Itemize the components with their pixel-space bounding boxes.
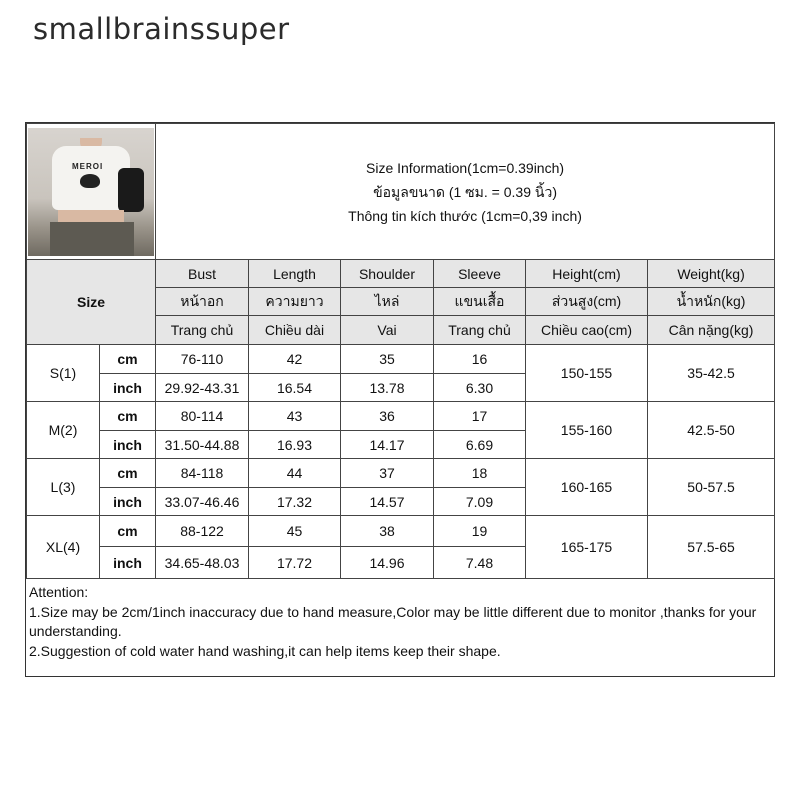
col-length-en: Length bbox=[249, 260, 341, 288]
unit-cm: cm bbox=[100, 402, 156, 431]
col-height-th: ส่วนสูง(cm) bbox=[526, 288, 648, 316]
col-weight-th: น้ำหนัก(kg) bbox=[648, 288, 775, 316]
shirt-print-graphic bbox=[80, 174, 100, 188]
sleeve-value: 7.48 bbox=[434, 547, 526, 579]
col-height-vi: Chiều cao(cm) bbox=[526, 316, 648, 345]
brand-watermark: smallbrainssuper bbox=[33, 12, 290, 46]
col-shoulder-vi: Vai bbox=[341, 316, 434, 345]
length-value: 45 bbox=[249, 516, 341, 547]
sleeve-value: 17 bbox=[434, 402, 526, 431]
bust-value: 31.50-44.88 bbox=[156, 431, 249, 459]
col-bust-en: Bust bbox=[156, 260, 249, 288]
size-information-header bbox=[156, 124, 775, 260]
col-sleeve-en: Sleeve bbox=[434, 260, 526, 288]
info-line-en: Size Information(1cm=0.39inch) bbox=[366, 159, 565, 176]
col-height-en: Height(cm) bbox=[526, 260, 648, 288]
notes-title: Attention: bbox=[29, 584, 89, 600]
note-washing: 2.Suggestion of cold water hand washing,it can help items keep their shape. bbox=[29, 642, 501, 659]
col-weight-en: Weight(kg) bbox=[648, 260, 775, 288]
length-value: 16.93 bbox=[249, 431, 341, 459]
col-bust-vi: Trang chủ bbox=[156, 316, 249, 345]
col-sleeve-vi: Trang chủ bbox=[434, 316, 526, 345]
sleeve-value: 6.30 bbox=[434, 374, 526, 402]
bust-value: 33.07-46.46 bbox=[156, 488, 249, 516]
unit-cm: cm bbox=[100, 459, 156, 488]
info-line-vi: Thông tin kích thước (1cm=0,39 inch) bbox=[348, 207, 582, 224]
weight-value: 35-42.5 bbox=[648, 345, 775, 402]
pants-shape bbox=[50, 222, 134, 256]
size-label: S(1) bbox=[27, 345, 100, 402]
unit-cm: cm bbox=[100, 516, 156, 547]
col-shoulder-th: ไหล่ bbox=[341, 288, 434, 316]
size-label: M(2) bbox=[27, 402, 100, 459]
product-photo bbox=[28, 128, 154, 256]
sleeve-value: 19 bbox=[434, 516, 526, 547]
height-value: 165-175 bbox=[526, 516, 648, 579]
size-column-header: Size bbox=[27, 260, 156, 345]
unit-inch: inch bbox=[100, 547, 156, 579]
unit-inch: inch bbox=[100, 488, 156, 516]
bust-value: 88-122 bbox=[156, 516, 249, 547]
col-weight-vi: Cân nặng(kg) bbox=[648, 316, 775, 345]
length-value: 17.32 bbox=[249, 488, 341, 516]
weight-value: 42.5-50 bbox=[648, 402, 775, 459]
col-length-th: ความยาว bbox=[249, 288, 341, 316]
shoulder-value: 36 bbox=[341, 402, 434, 431]
shoulder-value: 37 bbox=[341, 459, 434, 488]
length-value: 44 bbox=[249, 459, 341, 488]
shoulder-value: 35 bbox=[341, 345, 434, 374]
length-value: 17.72 bbox=[249, 547, 341, 579]
note-measure: 1.Size may be 2cm/1inch inaccuracy due to hand measure,Color may be little different due to monitor ,thanks for your understanding. bbox=[29, 603, 757, 639]
size-table bbox=[26, 123, 775, 579]
shoulder-value: 14.57 bbox=[341, 488, 434, 516]
shoulder-value: 14.17 bbox=[341, 431, 434, 459]
length-value: 16.54 bbox=[249, 374, 341, 402]
col-length-vi: Chiều dài bbox=[249, 316, 341, 345]
height-value: 150-155 bbox=[526, 345, 648, 402]
col-sleeve-th: แขนเสื้อ bbox=[434, 288, 526, 316]
height-value: 155-160 bbox=[526, 402, 648, 459]
size-chart bbox=[25, 122, 775, 677]
length-value: 42 bbox=[249, 345, 341, 374]
sleeve-value: 6.69 bbox=[434, 431, 526, 459]
shirt-print-text: MEROI bbox=[72, 161, 104, 171]
unit-cm: cm bbox=[100, 345, 156, 374]
length-value: 43 bbox=[249, 402, 341, 431]
bust-value: 84-118 bbox=[156, 459, 249, 488]
unit-inch: inch bbox=[100, 374, 156, 402]
bust-value: 80-114 bbox=[156, 402, 249, 431]
bag-shape bbox=[118, 168, 144, 212]
sleeve-value: 7.09 bbox=[434, 488, 526, 516]
bust-value: 76-110 bbox=[156, 345, 249, 374]
shoulder-value: 13.78 bbox=[341, 374, 434, 402]
attention-notes bbox=[29, 583, 771, 661]
col-shoulder-en: Shoulder bbox=[341, 260, 434, 288]
size-label: L(3) bbox=[27, 459, 100, 516]
unit-inch: inch bbox=[100, 431, 156, 459]
shoulder-value: 38 bbox=[341, 516, 434, 547]
shoulder-value: 14.96 bbox=[341, 547, 434, 579]
product-photo-cell bbox=[27, 124, 156, 260]
size-label: XL(4) bbox=[27, 516, 100, 579]
info-line-th: ข้อมูลขนาด (1 ซม. = 0.39 นิ้ว) bbox=[373, 183, 557, 200]
bust-value: 29.92-43.31 bbox=[156, 374, 249, 402]
height-value: 160-165 bbox=[526, 459, 648, 516]
weight-value: 57.5-65 bbox=[648, 516, 775, 579]
sleeve-value: 16 bbox=[434, 345, 526, 374]
bust-value: 34.65-48.03 bbox=[156, 547, 249, 579]
sleeve-value: 18 bbox=[434, 459, 526, 488]
col-bust-th: หน้าอก bbox=[156, 288, 249, 316]
weight-value: 50-57.5 bbox=[648, 459, 775, 516]
